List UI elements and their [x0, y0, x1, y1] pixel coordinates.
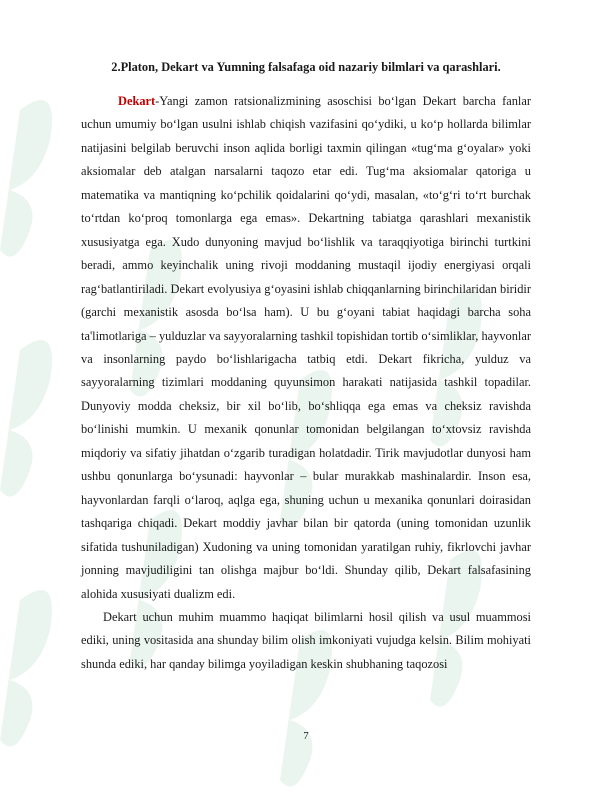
paragraph-text: -Yangi zamon ratsionalizmining asoschisi bo‘lgan Dekart barcha fanlar uchun umumiy bo‘lgan usulni ishlab chiqish vazifasini qo‘ydiki, u ko‘p hollarda bilimlar natijasini belgilab beruvchi inson aqlida borligi taxmin qilingan «tug‘ma g‘oyalar» yoki aksiomalar deb atalgan narsalarni taqozo etar edi. Tug‘ma aksiomalar qatoriga u matematika va mantiqning ko‘pchilik qoidalarini qo‘ydi, masalan, «to‘g‘ri to‘rt burchak to‘rtdan ko‘proq tomonlarga ega emas». Dekartning tabiatga qarashlari mexanistik xususiyatga ega. Xudo dunyoning mavjud bo‘lishlik va taraqqiyotiga birinchi turtkini beradi, ammo keyinchalik uning rivoji moddaning mustaqil ijodiy energiyasi orqali rag‘batlantiriladi. Dekart evolyusiya g‘oyasini ishlab chiqqanlarning birinchilaridan biridir (garchi mexanistik asosda bo‘lsa ham). U bu g‘oyani tabiat haqidagi barcha soha ta'limotlariga – yulduzlar va sayyoralarning tashkil topishidan tortib o‘simliklar, hayvonlar va insonlarning paydo bo‘lishlarigacha tatbiq etdi. Dekart fikricha, yulduz va sayyoralarning tizimlari moddaning quyunsimon harakati natijasida tashkil topadilar. Dunyoviy modda cheksiz, bir xil bo‘lib, bo‘shliqqa ega emas va cheksiz ravishda bo‘linishi mumkin. U mexanik qonunlar tomonidan belgilangan to‘xtovsiz ravishda miqdoriy va sifatiy jihatdan o‘zgarib turadigan holatdadir. Tirik mavjudotlar dunyosi ham ushbu qonunlarga bo‘ysunadi: hayvonlar – bular murakkab mashinalardir. Inson esa, hayvonlardan farqli o‘laroq, aqlga ega, shuning uchun u mexanika qonunlari doirasidan tashqariga chiqadi. Dekart moddiy javhar bilan bir qatorda (uning tomonidan uzunlik sifatida tushuniladigan) Xudoning va uning tomonidan yaratilgan ruhiy, fikrlovchi javhar jonning mavjudiligini tan olishga majbur bo‘ldi. Shunday qilib, Dekart falsafasining alohida xususiyati dualizm edi.	[81, 94, 531, 601]
page-title: 2.Platon, Dekart va Yumning falsafaga oid nazariy bilmlari va qarashlari.	[111, 60, 501, 74]
document-page	[81, 58, 531, 676]
paragraph-method	[81, 606, 531, 676]
paragraph-text: Dekart uchun muhim muammo haqiqat bilimlarni hosil qilish va usul muammosi ediki, uning vositasida ana shunday bilim olish imkoniyati vujudga kelsin. Bilim mohiyati shunda ediki, har qanday bilimga yoyiladigan keskin shubhaning taqozosi	[81, 609, 531, 671]
highlighted-name: Dekart	[118, 94, 156, 108]
page-number: 7	[303, 730, 309, 742]
paragraph-dekart	[81, 90, 531, 606]
